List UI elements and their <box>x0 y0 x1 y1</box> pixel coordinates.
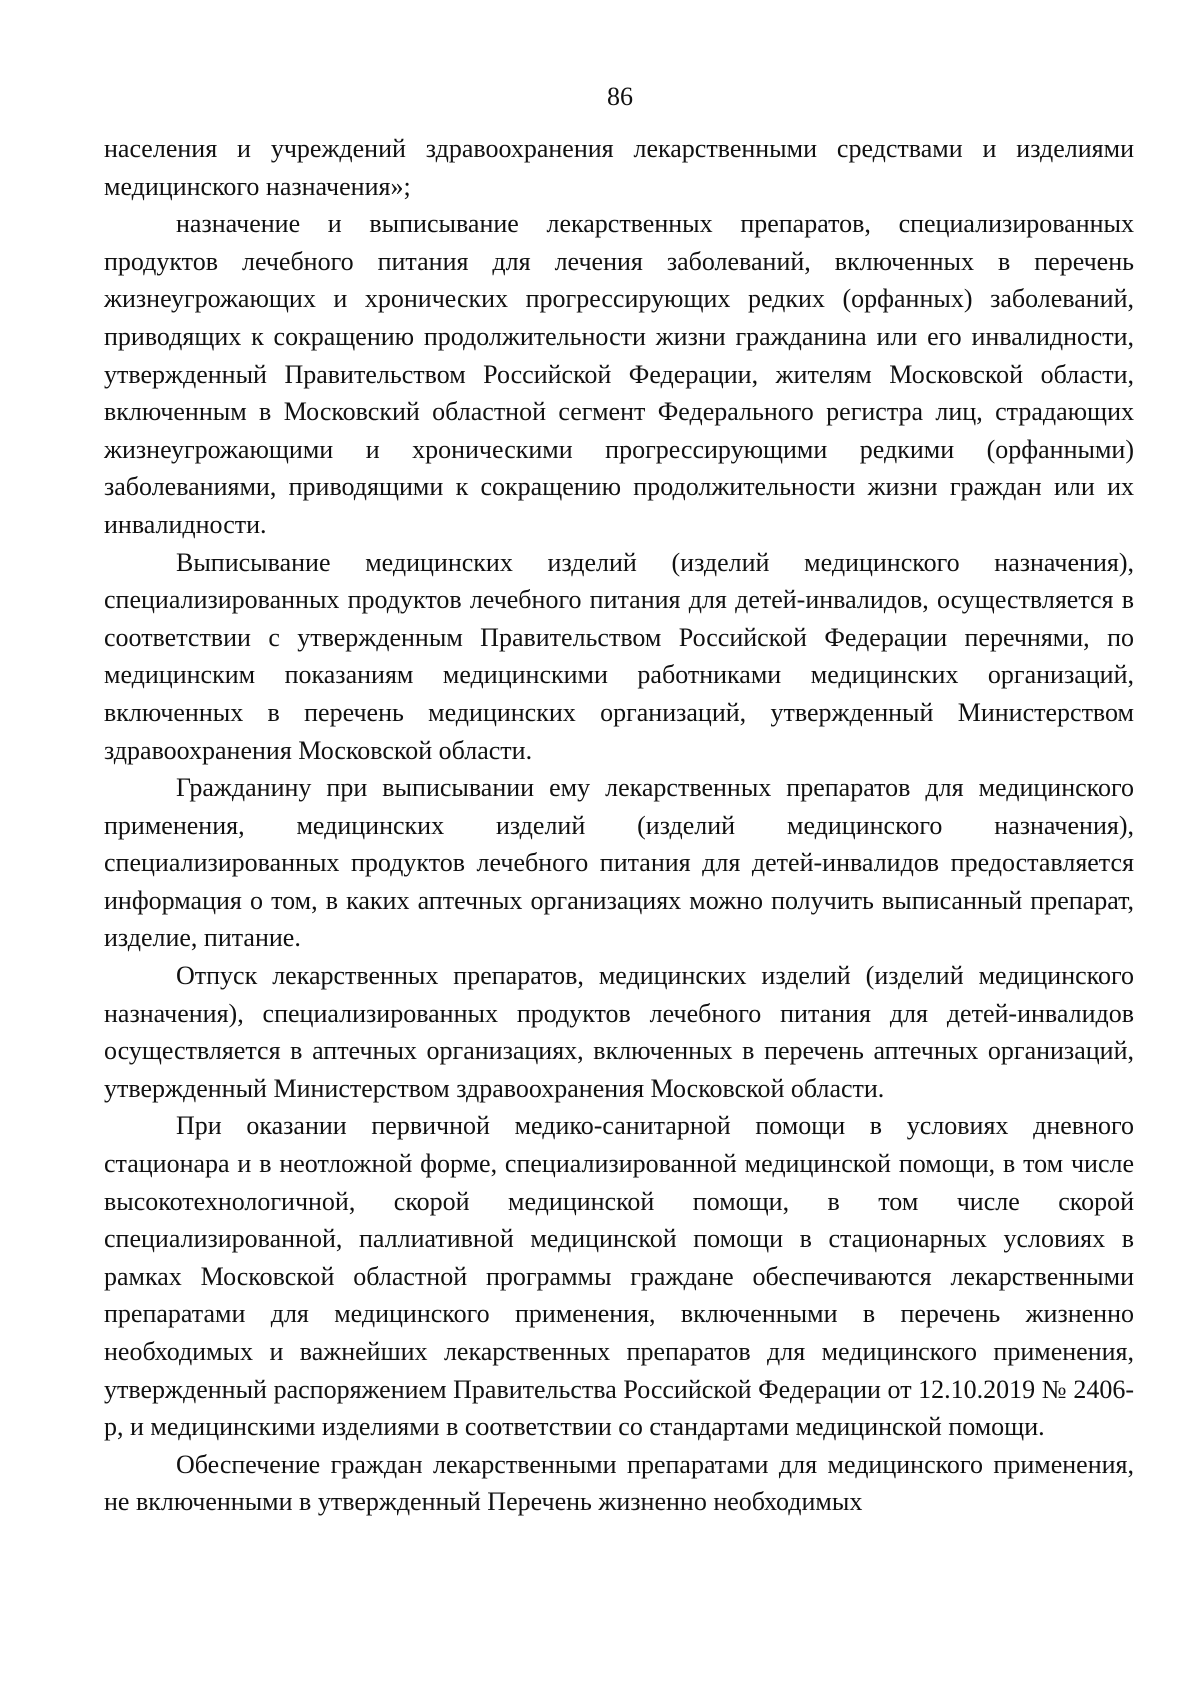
paragraph-inpatient-supply: При оказании первичной медико-санитарной помощи в условиях дневного стационара и в неотложной форме, специализированной медицинской помощи, в том числе высокотехнологичной, скорой медицинской помощи, в том числе скорой специализированной, паллиативной медицинской помощи в стационарных условиях в рамках Московской областной программы граждане обеспечиваются лекарственными препаратами для медицинского применения, включенными в перечень жизненно необходимых и важнейших лекарственных препаратов для медицинского применения, утвержденный распоряжением Правительства Российской Федерации от 12.10.2019 № 2406-р, и медицинскими изделиями в соответствии со стандартами медицинской помощи. <box>104 1111 1134 1442</box>
paragraph-non-list-drugs: Обеспечение граждан лекарственными препаратами для медицинского применения, не включенными в утвержденный Перечень жизненно необходимых <box>104 1449 1134 1517</box>
paragraph-continuation: населения и учреждений здравоохранения лекарственными средствами и изделиями медицинского назначения»; <box>104 134 1134 201</box>
paragraph-dispensing: Отпуск лекарственных препаратов, медицинских изделий (изделий медицинского назначения), специализированных продуктов лечебного питания для детей-инвалидов осуществляется в аптечных организациях, включенных в перечень аптечных организаций, утвержденный Министерством здравоохранения Московской области. <box>104 961 1134 1103</box>
page-number: 86 <box>607 82 633 111</box>
document-body <box>104 130 1134 1521</box>
paragraph-pharmacy-info: Гражданину при выписывании ему лекарственных препаратов для медицинского применения, медицинских изделий (изделий медицинского назначения), специализированных продуктов лечебного питания для детей-инвалидов предоставляется информация о том, в каких аптечных организациях можно получить выписанный препарат, изделие, питание. <box>104 773 1134 953</box>
paragraph-medical-devices: Выписывание медицинских изделий (изделий медицинского назначения), специализированных продуктов лечебного питания для детей-инвалидов, осуществляется в соответствии с утвержденным Правительством Российской Федерации перечнями, по медицинским показаниям медицинскими работниками медицинских организаций, включенных в перечень медицинских организаций, утвержденный Министерством здравоохранения Московской области. <box>104 547 1134 765</box>
paragraph-orphan-drugs: назначение и выписывание лекарственных препаратов, специализированных продуктов лечебного питания для лечения заболеваний, включенных в перечень жизнеугрожающих и хронических прогрессирующих редких (орфанных) заболеваний, приводящих к сокращению продолжительности жизни гражданина или его инвалидности, утвержденный Правительством Российской Федерации, жителям Московской области, включенным в Московский областной сегмент Федерального регистра лиц, страдающих жизнеугрожающими и хроническими прогрессирующими редкими (орфанными) заболеваниями, приводящими к сокращению продолжительности жизни граждан или их инвалидности. <box>104 209 1134 539</box>
